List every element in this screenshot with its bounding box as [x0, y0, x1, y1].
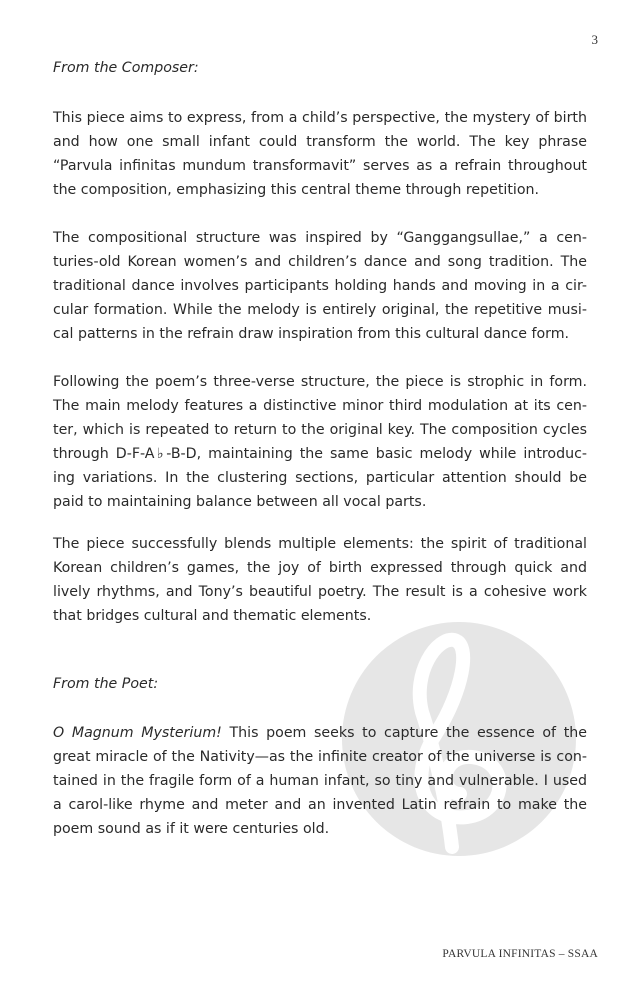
text-span: This poem seeks to capture the essence of the	[221, 725, 587, 741]
text-line: ter, which is repeated to return to the original key. The composition cycles	[53, 422, 587, 438]
text-line: tained in the fragile form of a human infant, so tiny and vulnerable. I used	[53, 773, 587, 789]
text-line: a carol-like rhyme and meter and an invented Latin refrain to make the	[53, 797, 587, 813]
text-line	[53, 721, 587, 745]
text-line: through D-F-A♭-B-D, maintaining the same basic melody while introduc-	[53, 446, 587, 462]
text-line: Korean children’s games, the joy of birth expressed through quick and	[53, 560, 587, 576]
text-line: ing variations. In the clustering sections, particular attention should be	[53, 470, 587, 486]
text-line: the composition, emphasizing this central theme through repetition.	[53, 182, 540, 198]
text-line: cular formation. While the melody is entirely original, the repetitive musi-	[53, 302, 587, 318]
poem-title: O Magnum Mysterium!	[53, 725, 222, 741]
text-line: Following the poem’s three-verse structure, the piece is strophic in form.	[53, 374, 587, 390]
composer-paragraph-1	[53, 106, 587, 202]
text-line: traditional dance involves participants holding hands and moving in a cir-	[53, 278, 587, 294]
text-line: turies-old Korean women’s and children’s dance and song tradition. The	[53, 254, 587, 270]
page-footer: PARVULA INFINITAS – SSAA	[442, 948, 598, 960]
text-line: poem sound as if it were centuries old.	[53, 821, 330, 837]
page-number: 3	[591, 32, 598, 47]
text-line: great miracle of the Nativity—as the infinite creator of the universe is con-	[53, 749, 587, 765]
composer-paragraph-2	[53, 226, 587, 346]
text-line: “Parvula infinitas mundum transformavit” serves as a refrain throughout	[53, 158, 587, 174]
text-line: This piece aims to express, from a child’s perspective, the mystery of birth	[53, 110, 587, 126]
text-line: The piece successfully blends multiple elements: the spirit of traditional	[53, 536, 587, 552]
composer-heading: From the Composer:	[53, 60, 199, 76]
text-line: The compositional structure was inspired by “Ganggangsullae,” a cen-	[53, 230, 587, 246]
text-line: The main melody features a distinctive minor third modulation at its cen-	[53, 398, 587, 414]
text-line: that bridges cultural and thematic elements.	[53, 608, 372, 624]
poet-heading: From the Poet:	[53, 676, 159, 692]
text-line: lively rhythms, and Tony’s beautiful poetry. The result is a cohesive work	[53, 584, 587, 600]
composer-paragraph-4	[53, 532, 587, 628]
poet-paragraph	[53, 721, 587, 841]
text-line: cal patterns in the refrain draw inspiration from this cultural dance form.	[53, 326, 570, 342]
text-line: and how one small infant could transform the world. The key phrase	[53, 134, 587, 150]
composer-paragraph-3	[53, 370, 587, 514]
text-line: paid to maintaining balance between all vocal parts.	[53, 494, 427, 510]
